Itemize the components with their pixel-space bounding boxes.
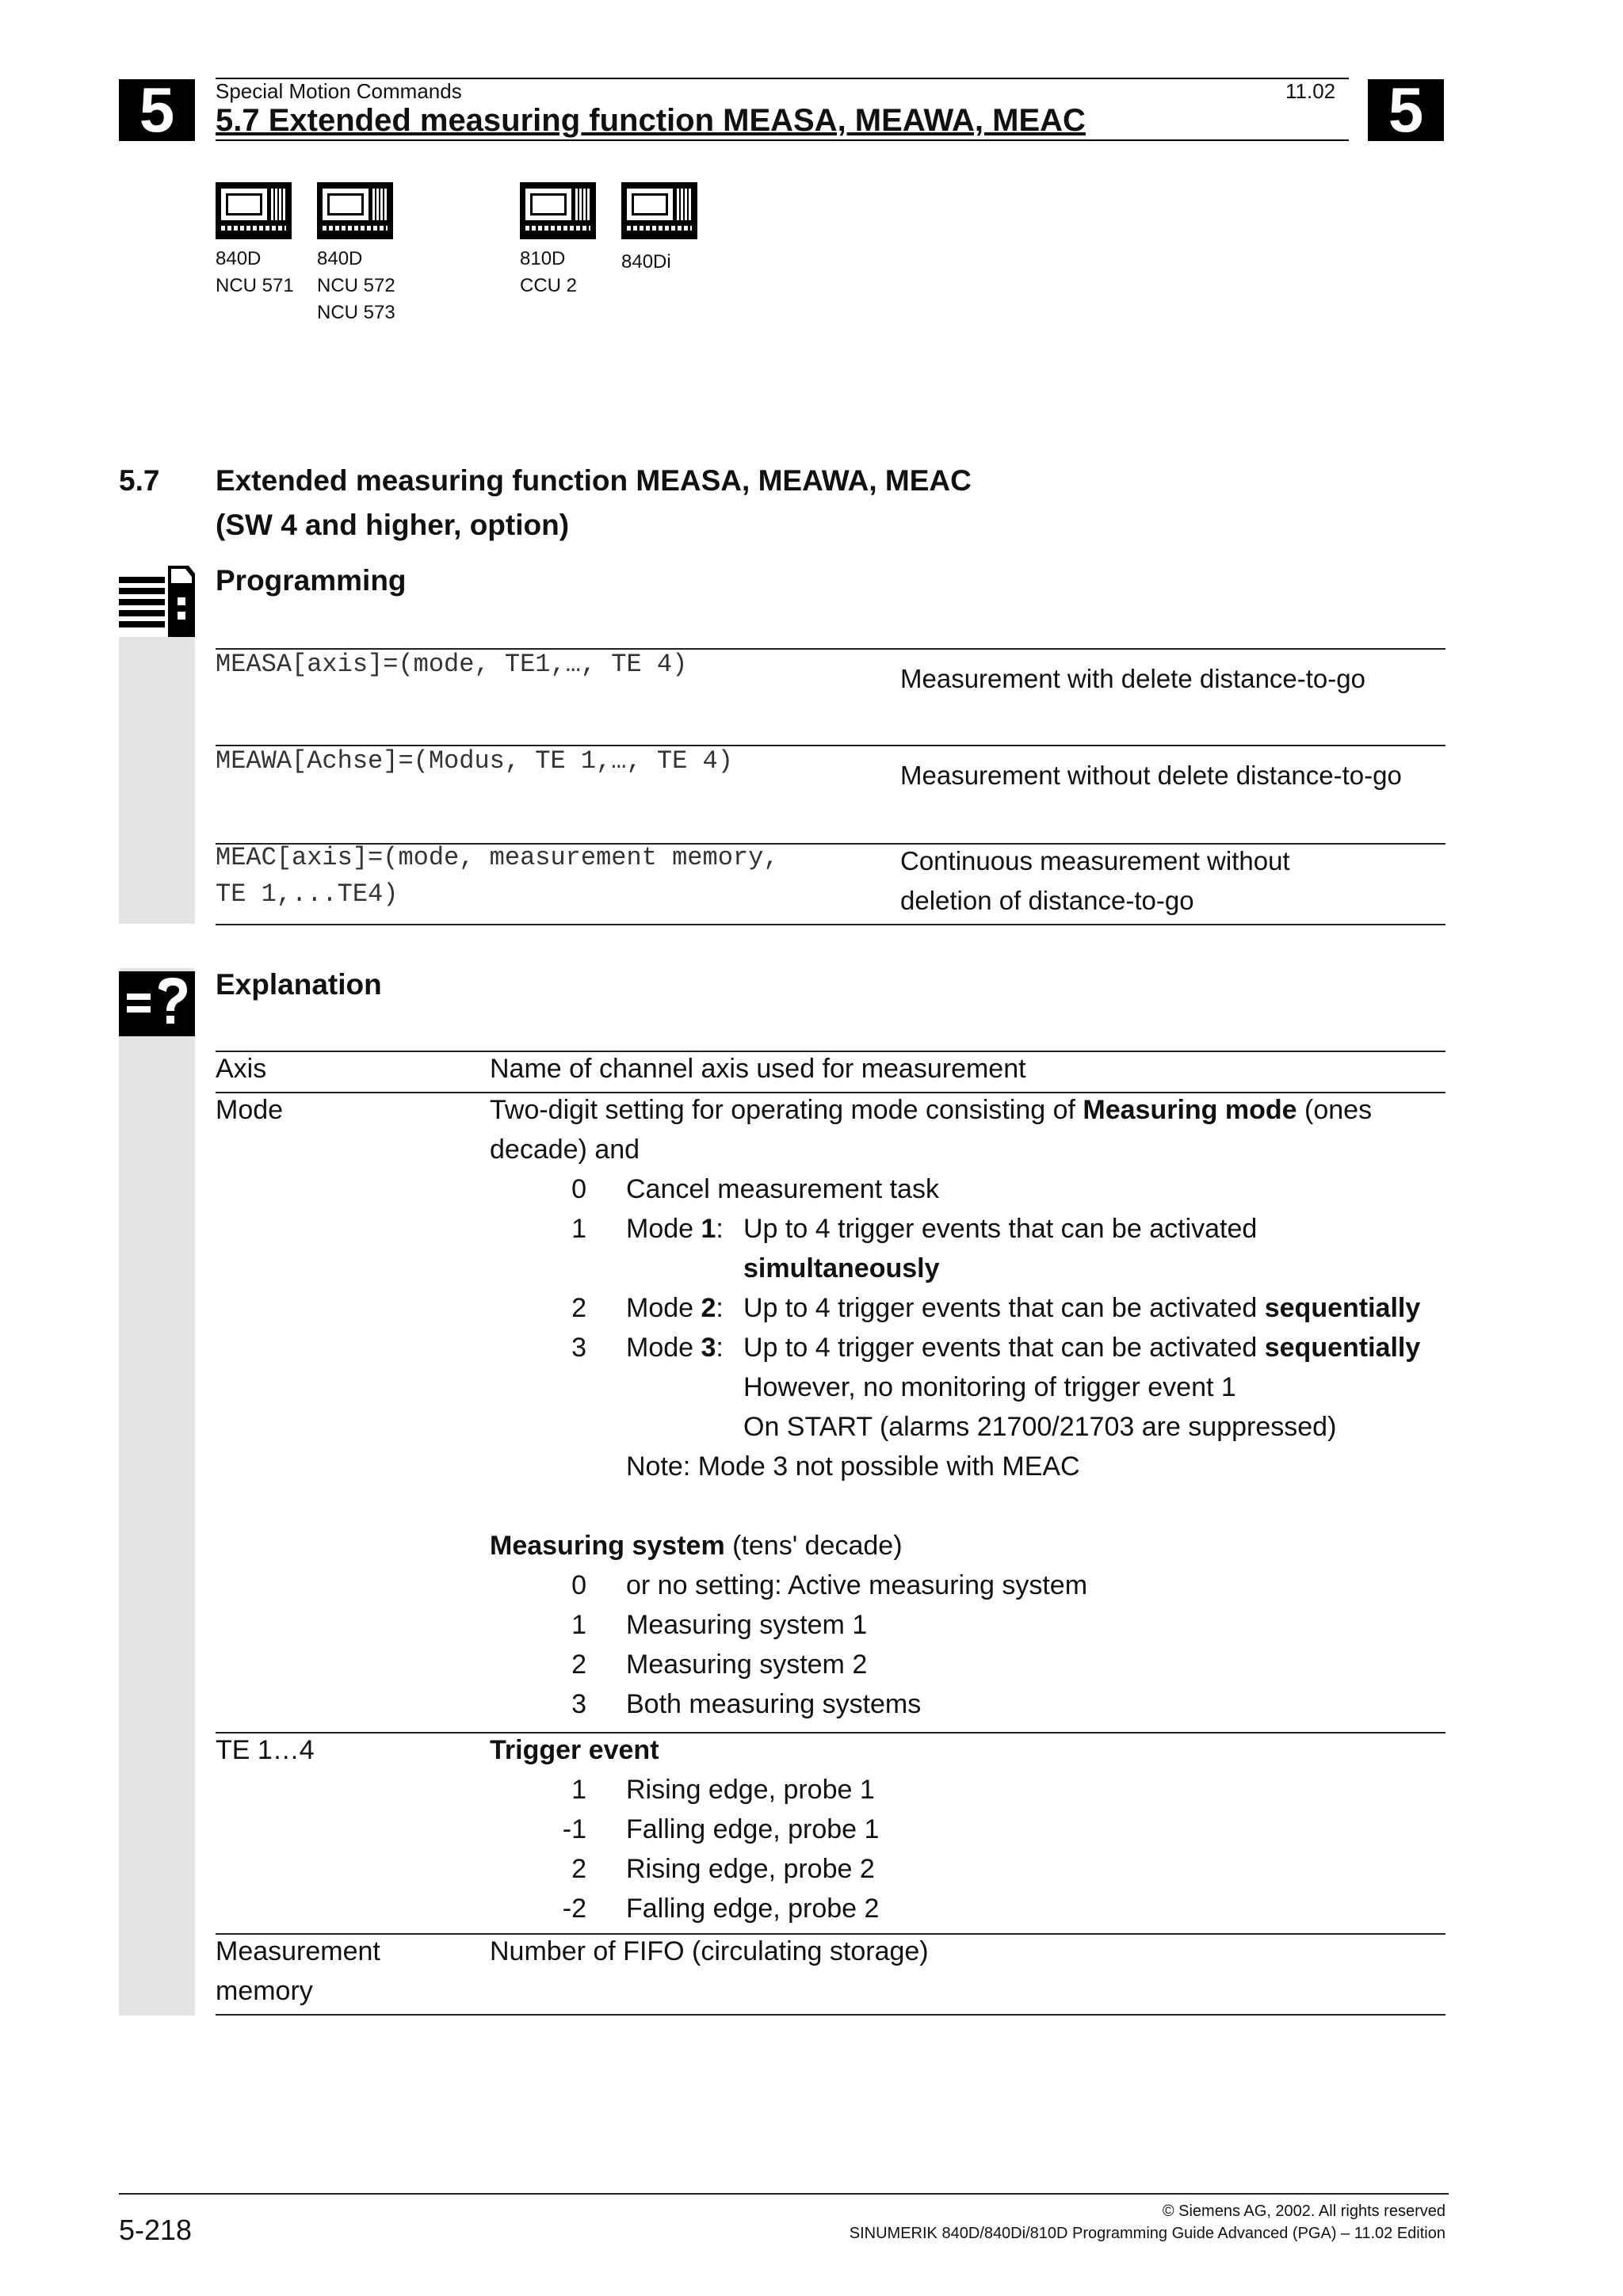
control-label-840di: 840Di [621,251,671,273]
ms-text: Measuring system 2 [626,1650,868,1680]
ms-text: or no setting: Active measuring system [626,1570,1088,1600]
ms-num: 0 [571,1570,586,1600]
mode-desc-bold: simultaneously [743,1253,940,1283]
ms-num: 2 [571,1650,586,1680]
te-num: -1 [562,1814,586,1844]
ms-num: 1 [571,1610,586,1640]
trigger-event-heading: Trigger event [490,1735,659,1765]
code-meac: MEAC[axis]=(mode, measurement memory, TE 1,...TE4) [216,843,779,909]
chapter-number-right: 5 [1368,79,1444,141]
mode-num: 0 [571,1174,586,1204]
term-te: TE 1…4 [216,1735,315,1765]
te-num: 2 [571,1854,586,1884]
te-num: 1 [571,1775,586,1805]
measuring-system-heading: Measuring system (tens' decade) [490,1531,903,1561]
control-panel-icon [520,182,596,239]
desc-meawa: Measurement without delete distance-to-go [900,761,1402,790]
desc-measurement-memory: Number of FIFO (circulating storage) [490,1936,929,1966]
mode-desc: Up to 4 trigger events that can be activated [743,1214,1258,1244]
programming-icon [119,566,195,637]
ms-num: 3 [571,1689,586,1719]
footer-edition: SINUMERIK 840D/840Di/810D Programming Guide Advanced (PGA) – 11.02 Edition [849,2225,1445,2242]
section-number: 5.7 [119,464,160,497]
page-number: 5-218 [119,2214,193,2246]
section-title: Extended measuring function MEASA, MEAWA, MEAC [216,464,972,497]
te-text: Falling edge, probe 1 [626,1814,880,1844]
section-subtitle: (SW 4 and higher, option) [216,509,570,541]
mode-label: Mode 1: [626,1214,724,1244]
desc-axis: Name of channel axis used for measurement [490,1054,1026,1084]
te-text: Falling edge, probe 2 [626,1894,880,1924]
control-label-840d-ncu571: 840D NCU 571 [216,248,294,296]
sidebar-explanation [119,968,195,2016]
header-section-label: Special Motion Commands [216,79,462,103]
mode-desc-line2: However, no monitoring of trigger event 1 [743,1372,1236,1402]
footer-copyright: © Siemens AG, 2002. All rights reserved [1162,2203,1445,2220]
mode-num: 2 [571,1293,586,1323]
mode-desc: Up to 4 trigger events that can be activated sequentially [743,1333,1421,1363]
mode-num: 3 [571,1333,586,1363]
te-text: Rising edge, probe 2 [626,1854,875,1884]
term-mode: Mode [216,1095,284,1125]
mode-num: 1 [571,1214,586,1244]
mode-label: Mode 3: [626,1333,724,1363]
desc-measa: Measurement with delete distance-to-go [900,664,1365,693]
header-title: 5.7 Extended measuring function MEASA, MEAWA, MEAC [216,103,1086,138]
ms-text: Both measuring systems [626,1689,922,1719]
control-panel-icon [621,182,697,239]
explanation-icon [119,971,195,1036]
control-label-810d: 810D CCU 2 [520,248,578,296]
mode-desc: Up to 4 trigger events that can be activated sequentially [743,1293,1421,1323]
mode-desc-line3: On START (alarms 21700/21703 are suppressed) [743,1412,1337,1442]
mode-label: Mode 2: [626,1293,724,1323]
mode-intro-line2: decade) and [490,1135,640,1165]
mode-intro: Two-digit setting for operating mode consisting of Measuring mode (ones [490,1095,1373,1125]
mode-text: Cancel measurement task [626,1174,939,1204]
control-panel-icon [216,182,292,239]
code-meawa: MEAWA[Achse]=(Modus, TE 1,…, TE 4) [216,746,733,776]
header-version: 11.02 [1285,79,1336,103]
te-text: Rising edge, probe 1 [626,1775,875,1805]
desc-meac: Continuous measurement without deletion of distance-to-go [900,846,1290,915]
te-num: -2 [562,1894,586,1924]
control-panel-icon [317,182,393,239]
ms-text: Measuring system 1 [626,1610,868,1640]
code-measa: MEASA[axis]=(mode, TE1,…, TE 4) [216,650,688,679]
programming-heading: Programming [216,564,407,597]
explanation-heading: Explanation [216,968,382,1001]
mode-note: Note: Mode 3 not possible with MEAC [626,1451,1080,1482]
term-axis: Axis [216,1054,267,1084]
control-label-840d-ncu572: 840D NCU 572 NCU 573 [317,248,395,323]
term-measurement-memory: Measurement memory [216,1936,380,2006]
chapter-number-left: 5 [119,79,195,141]
